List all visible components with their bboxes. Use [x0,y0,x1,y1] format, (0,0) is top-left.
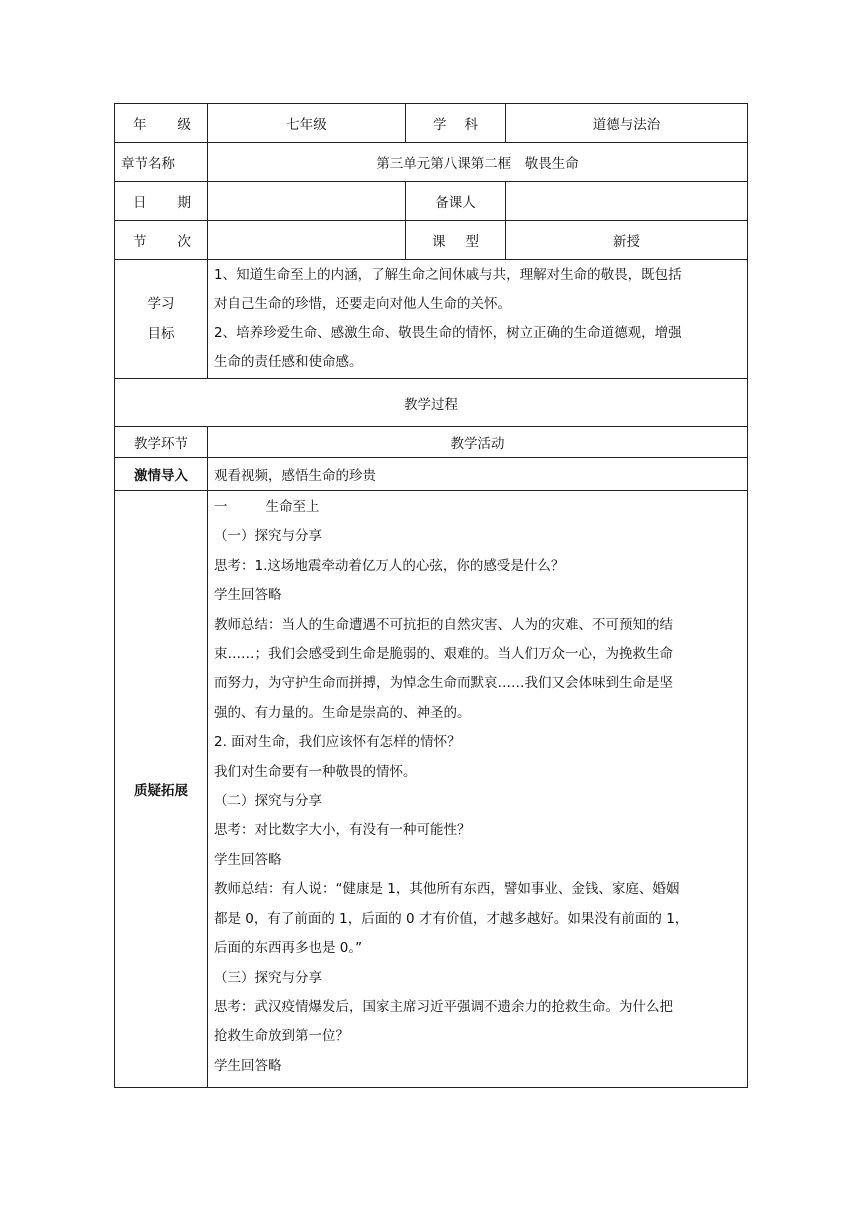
activity-column-header: 教学活动 [208,427,748,458]
activity-line: 学生回答略 [214,587,282,604]
date-value [208,182,406,221]
subject-value: 道德与法治 [506,104,748,143]
process-title: 教学过程 [115,379,748,427]
activity-line: （一）探究与分享 [214,528,322,545]
section-heading: 一 生命至上 [214,499,320,515]
process-title-row [115,379,748,427]
chapter-value: 第三单元第八课第二框 敬畏生命 [208,143,748,182]
activity-line: 学生回答略 [214,1057,282,1074]
objectives-label: 学习 目标 [115,260,208,379]
grade-value: 七年级 [208,104,406,143]
intro-row [115,458,748,491]
period-row [115,221,748,260]
activity-line: 都是 0，有了前面的 1，后面的 0 才有价值，才越多越好。如果没有前面的 1， [214,910,689,927]
period-value [208,221,406,260]
grade-row [115,104,748,143]
activity-line: 教师总结：当人的生命遭遇不可抗拒的自然灾害、人为的灾难、不可预知的结 [214,616,673,633]
activity-line: 而努力，为守护生命而拼搏，为悼念生命而默哀……我们又会体味到生命是坚 [214,675,673,692]
activity-line: （二）探究与分享 [214,793,322,810]
expansion-stage: 质疑拓展 [115,491,208,1088]
activity-line: 2. 面对生命，我们应该怀有怎样的情怀？ [214,734,461,751]
intro-stage: 激情导入 [115,458,208,491]
activity-line: 教师总结：有人说：“健康是 1，其他所有东西，譬如事业、金钱、家庭、婚姻 [214,881,680,898]
chapter-label: 章节名称 [115,143,208,182]
objectives-content: 1、知道生命至上的内涵，了解生命之间休戚与共，理解对生命的敬畏，既包括 对自己生命的珍惜，还要走向对他人生命的关怀。 2、培养珍爱生命、感激生命、敬畏生命的情怀，树立正确的生命道德观，增强 生命的责任感和使命感。 [208,260,748,379]
activity-line: （三）探究与分享 [214,969,322,986]
stage-column-header: 教学环节 [115,427,208,458]
type-label: 课 型 [406,221,506,260]
activity-line: 思考：1.这场地震牵动着亿万人的心弦，你的感受是什么？ [214,557,565,574]
chapter-row [115,143,748,182]
grade-label: 年 级 [115,104,208,143]
period-label: 节 次 [115,221,208,260]
activity-line: 思考：对比数字大小，有没有一种可能性？ [214,822,471,839]
date-label: 日 期 [115,182,208,221]
activity-line: 后面的东西再多也是 0。” [214,940,363,957]
expansion-row [115,491,748,1088]
activity-line: 抢救生命放到第一位？ [214,1028,349,1045]
expansion-activity [208,491,748,1088]
preparer-label: 备课人 [406,182,506,221]
type-value: 新授 [506,221,748,260]
preparer-value [506,182,748,221]
activity-line: 强的、有力量的。生命是崇高的、神圣的。 [214,704,471,721]
activity-line: 学生回答略 [214,851,282,868]
date-row [115,182,748,221]
column-header-row [115,427,748,458]
activity-line: 思考：武汉疫情爆发后，国家主席习近平强调不遗余力的抢救生命。为什么把 [214,998,673,1015]
activity-line: 束……；我们会感受到生命是脆弱的、艰难的。当人们万众一心，为挽救生命 [214,646,673,663]
lesson-plan-table [114,103,748,1088]
objectives-row [115,260,748,379]
activity-line: 我们对生命要有一种敬畏的情怀。 [214,763,417,780]
intro-activity: 观看视频，感悟生命的珍贵 [208,458,748,491]
subject-label: 学 科 [406,104,506,143]
